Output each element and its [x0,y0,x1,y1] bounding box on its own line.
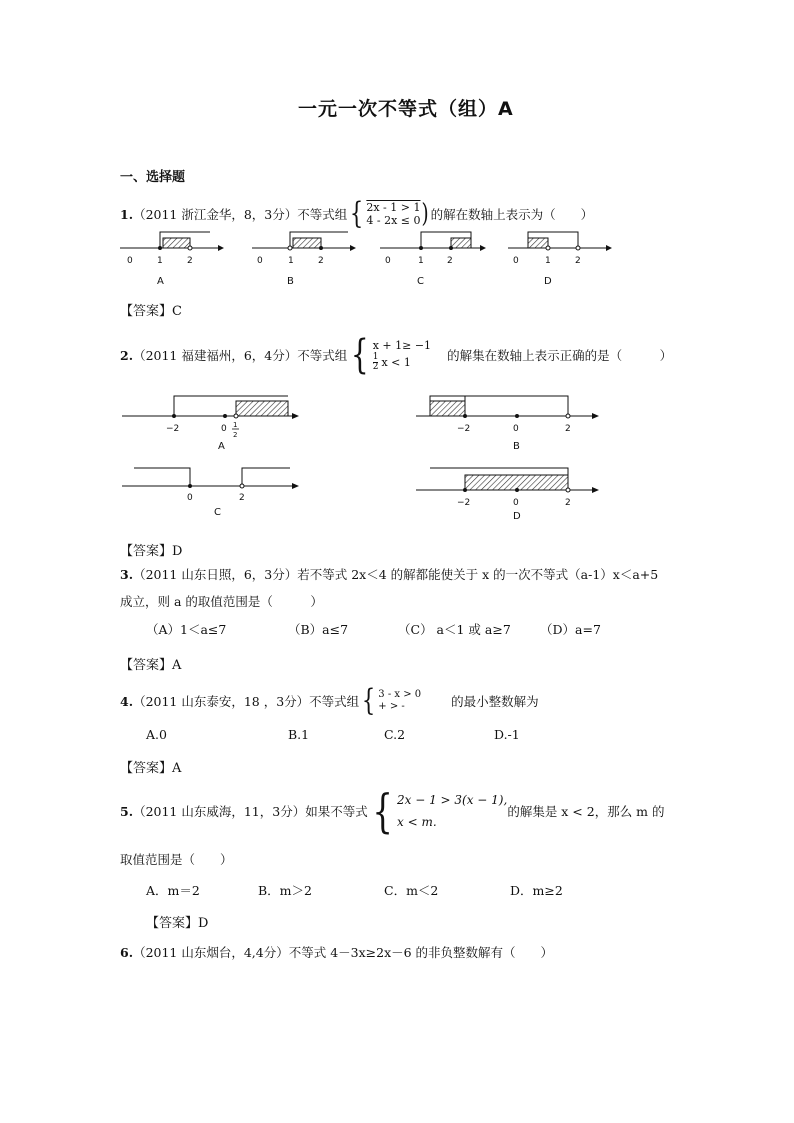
question-number: 1. [120,206,134,222]
question-source: （2011 福建福州，6，4分）不等式组 [133,348,348,363]
option-c: （C） a＜1 或 a≥7 [398,622,511,637]
tick-1: 1 [418,256,424,266]
question-tail: 的解在数轴上表示为（ ） [430,207,594,222]
tick-0: 0 [513,424,519,434]
option-b-number-line [252,232,356,266]
inequality-system: { x + 1≥ −1 $\frac{1}{2}$ x < 1 [351,332,432,378]
option-label-a: A [218,441,225,452]
question-tail: 的解集在数轴上表示正确的是（ ） [447,348,673,363]
option-a-number-line [122,396,299,439]
tick-0: 0 [221,424,227,434]
option-d: （D）a=7 [540,622,601,637]
tick-0: 0 [513,256,519,266]
tick-2: 2 [318,256,324,266]
option-a-number-line [120,232,224,266]
option-c: C．m＜2 [384,883,439,898]
page-title: 一元一次不等式（组）A [298,98,514,120]
question-1 [120,196,594,231]
option-label-c: C [214,507,221,518]
tick-neg2: −2 [457,498,471,508]
tick-0: 0 [513,498,519,508]
tick-neg2: −2 [457,424,471,434]
answer-1: 【答案】C [120,304,182,319]
option-label-b: B [513,441,520,452]
system-line-2: 4 - 2x ≤ 0 [366,214,421,227]
question-number: 4. [120,693,134,709]
answer-4: 【答案】A [120,761,182,776]
system-line-1: x + 1≥ −1 [372,339,432,352]
question-3 [120,565,658,583]
option-a: （A）1＜a≤7 [146,622,227,637]
question-source: （2011 山东泰安，18 ，3分）不等式组 [133,694,360,709]
inequality-system: { 3 - x > 0 + > - [362,683,422,718]
option-label-d: D [544,276,552,287]
fraction-half: $\frac{1}{2}$ [372,352,379,372]
question-tail: 的最小整数解为 [451,694,539,709]
option-label-a: A [157,276,164,287]
option-label-d: D [513,511,521,522]
question-source: （2011 浙江金华，8，3分）不等式组 [133,207,348,222]
tick-1: 1 [545,256,551,266]
question-number: 3. [120,567,134,582]
option-b-number-line [416,396,599,434]
option-d: D.-1 [494,727,520,742]
tick-neg2: −2 [166,424,180,434]
system-line-1: 2x - 1 > 1 [366,201,421,214]
system-line-1: 3 - x > 0 [378,689,422,700]
option-d-number-line [416,468,599,508]
option-d: D．m≥2 [510,883,563,898]
tick-0: 0 [257,256,263,266]
question-text: （2011 山东烟台，4,4分）不等式 4－3x≥2x－6 的非负整数解有（ ） [133,945,554,960]
tick-0: 0 [385,256,391,266]
question-4 [120,684,539,718]
question-number: 5. [120,803,134,819]
question-number: 2. [120,347,134,363]
question-5 [120,784,665,838]
tick-2: 2 [575,256,581,266]
question-source: （2011 山东威海，11，3分）如果不等式 [133,804,368,819]
tick-0: 0 [187,493,193,503]
option-a: A．m＝2 [146,883,200,898]
tick-2: 2 [239,493,245,503]
question-tail: 的解集是 x < 2，那么 m 的 [507,804,665,819]
inequality-system: { 2x - 1 > 1 4 - 2x ≤ 0 ) [350,196,430,231]
option-b: B．m＞2 [258,883,312,898]
option-c: C.2 [384,727,406,742]
option-b: （B）a≤7 [288,622,349,637]
option-a: A.0 [146,727,167,742]
question-6 [120,943,553,961]
answer-5: 【答案】D [146,916,209,931]
system-line-2: x < 1 [381,356,411,369]
option-d-number-line [508,232,612,266]
question-text-line-2: 成立，则 a 的取值范围是（ ） [120,594,323,609]
system-line-1: 2x − 1 > 3(x − 1), [397,793,508,807]
tick-2: 2 [447,256,453,266]
svg-text:1: 1 [233,421,238,429]
tick-2: 2 [565,498,571,508]
option-label-c: C [417,276,424,287]
option-label-b: B [287,276,294,287]
question-2 [120,332,673,378]
tick-2: 2 [565,424,571,434]
system-line-2: + > - [378,701,405,712]
answer-3: 【答案】A [120,658,182,673]
system-line-2: x < m. [397,815,437,829]
question-number: 6. [120,945,134,960]
q1-number-lines [0,228,794,288]
option-c-number-line [380,232,486,266]
tick-2: 2 [187,256,193,266]
tick-1: 1 [288,256,294,266]
question-text-line-1: （2011 山东日照，6，3分）若不等式 2x＜4 的解都能使关于 x 的一次不等式（a-1）x＜a+5 [133,567,659,582]
tick-0: 0 [127,256,133,266]
answer-2: 【答案】D [120,544,183,559]
tick-1: 1 [157,256,163,266]
svg-text:2: 2 [233,431,238,439]
option-c-number-line [122,468,299,503]
question-text-line-2: 取值范围是（ ） [120,852,233,867]
inequality-system: { 2x − 1 > 3(x − 1), x < m. [372,784,508,838]
q2-number-lines [0,388,794,528]
section-heading: 一、选择题 [120,170,186,185]
option-b: B.1 [288,727,310,742]
